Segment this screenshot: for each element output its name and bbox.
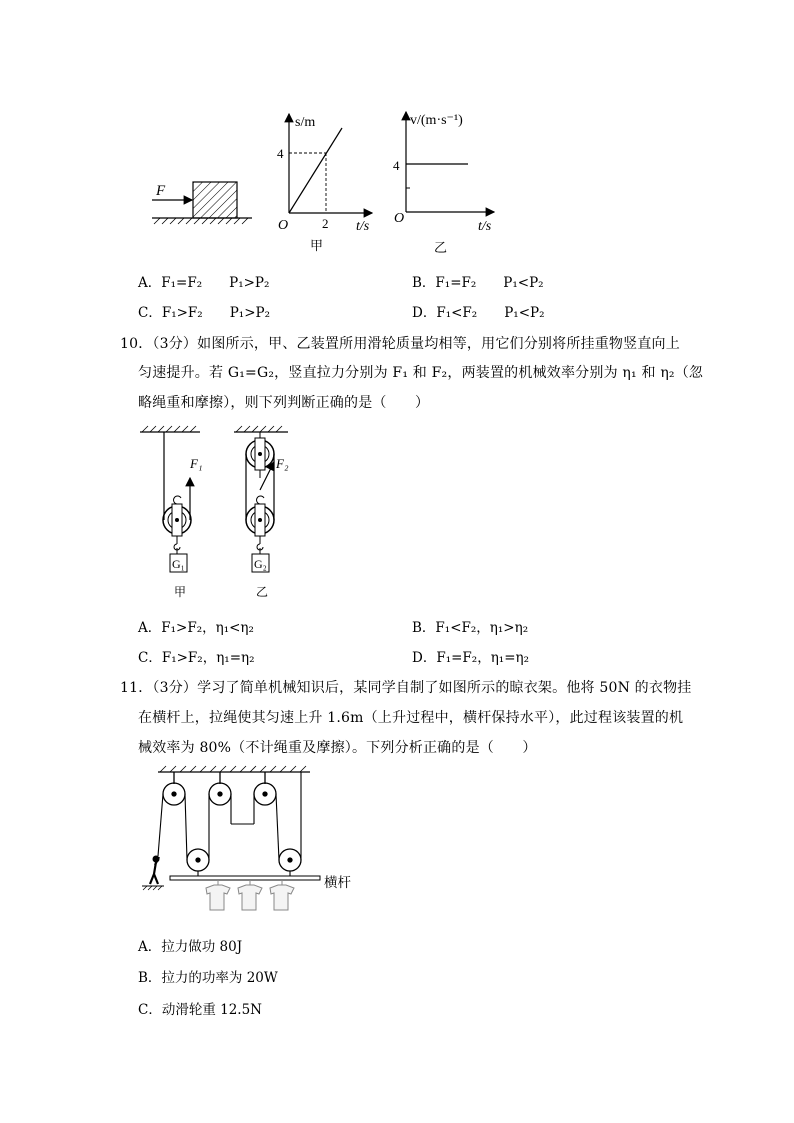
graph-a-origin: O [278, 218, 289, 233]
pulley-block-b [246, 432, 274, 572]
fixed-pulleys [163, 772, 276, 805]
q10-option-c[interactable]: C．F₁>F₂，η₁=η₂ [138, 650, 255, 666]
q10-option-a[interactable]: A．F₁>F₂，η₁<η₂ [138, 620, 254, 636]
ceiling-a [140, 426, 200, 432]
q11-stem-line3: 械效率为 80%（不计绳重及摩擦）。下列分析正确的是（ ） [138, 740, 537, 756]
movable-pulleys [187, 849, 301, 871]
q10-f1-label: F₁ [190, 456, 203, 471]
q10-figure [138, 422, 308, 604]
q10-g2-label: G₂ [254, 557, 267, 571]
cross-bar [170, 876, 320, 880]
s-t-line [289, 128, 342, 213]
graph-a-caption: 甲 [310, 238, 324, 253]
graph-a-ylabel: s/m [295, 115, 316, 130]
graph-a-xlabel: t/s [356, 219, 370, 234]
cross-bar-label: 横杆 [324, 875, 351, 891]
q10-caption-a: 甲 [174, 585, 187, 599]
ceiling-b [234, 426, 288, 432]
q11-option-c[interactable]: C．动滑轮重 12.5N [138, 1002, 262, 1018]
graph-b-ylabel: v/(m·s⁻¹) [410, 113, 463, 128]
q11-option-b[interactable]: B．拉力的功率为 20W [138, 970, 278, 986]
q11-stem-line2: 在横杆上，拉绳使其匀速上升 1.6m（上升过程中，横杆保持水平），此过程该装置的机 [138, 710, 684, 726]
q10-stem-line2: 匀速提升。若 G₁=G₂，竖直拉力分别为 F₁ 和 F₂，两装置的机械效率分别为 η₁ 和 η₂（忽 [138, 365, 704, 381]
graph-a-xtick: 2 [322, 216, 329, 231]
q9-option-c[interactable]: C．F₁>F₂ P₁>P₂ [138, 305, 271, 321]
graph-a-ytick: 4 [277, 146, 284, 161]
q11-figure [138, 764, 368, 924]
q9-option-b[interactable]: B．F₁=F₂ P₁<P₂ [412, 275, 544, 291]
drying-rack-ceiling [158, 766, 310, 772]
q11-stem-line1: 11．（3分）学习了简单机械知识后，某同学自制了如图所示的晾衣架。他将 50N 的衣物挂 [120, 680, 692, 696]
q9-option-a[interactable]: A．F₁=F₂ P₁>P₂ [138, 275, 270, 291]
graph-b-origin: O [394, 211, 405, 226]
movable-pulley-a [163, 432, 191, 572]
graph-b-xlabel: t/s [478, 219, 492, 234]
q9-figure [140, 100, 520, 260]
q10-f2-label: F₂ [276, 456, 289, 471]
q10-option-d[interactable]: D．F₁=F₂，η₁=η₂ [412, 650, 530, 666]
force-label: F [156, 183, 166, 199]
block-on-ground [152, 182, 252, 224]
q10-g1-label: G₁ [172, 557, 185, 571]
q11-option-a[interactable]: A．拉力做功 80J [138, 939, 243, 955]
graph-b-ytick: 4 [393, 158, 400, 173]
graph-b-caption: 乙 [434, 240, 448, 255]
clothes-icon [206, 880, 294, 910]
q10-option-b[interactable]: B．F₁<F₂，η₁>η₂ [412, 620, 529, 636]
q9-option-d[interactable]: D．F₁<F₂ P₁<P₂ [412, 305, 545, 321]
q10-stem-line3: 略绳重和摩擦），则下列判断正确的是（ ） [138, 395, 430, 411]
person-pulling-rope-icon [142, 856, 164, 891]
q10-caption-b: 乙 [256, 585, 269, 599]
q10-stem-line1: 10．（3分）如图所示，甲、乙装置所用滑轮质量均相等，用它们分别将所挂重物竖直向上 [120, 336, 680, 352]
